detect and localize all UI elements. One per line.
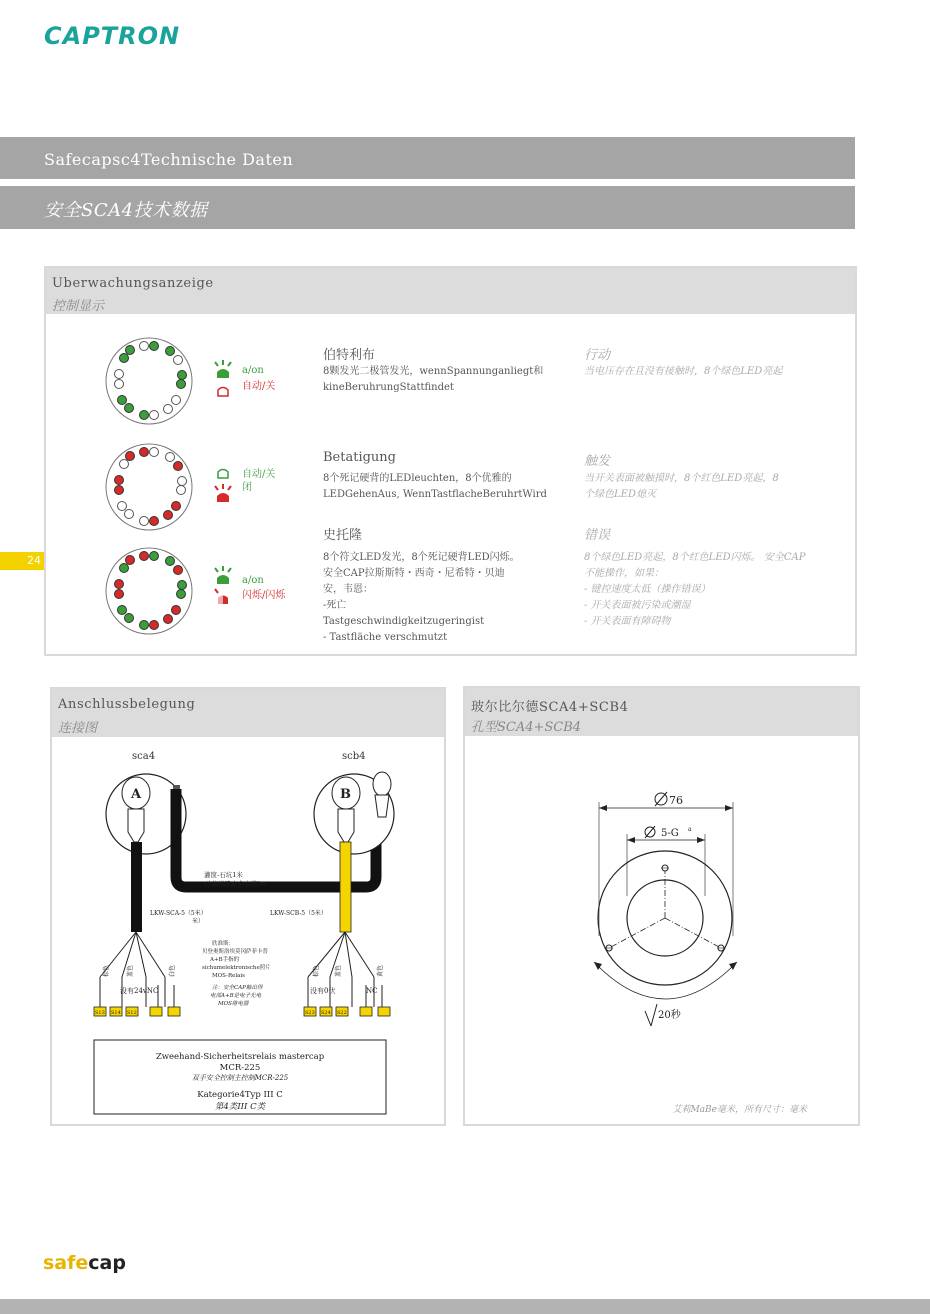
text-line: 个绿色LED熄灭 [584,489,656,500]
terminal-label: S13 [95,1010,105,1016]
wire-label: 棕色 [313,964,320,977]
letter-b: B [340,787,351,802]
wire-label: 黄色 [377,964,384,977]
dim-outer: 76 [669,794,683,807]
title-band-zh [0,186,855,229]
text-line: 8个死记硬背的LEDleuchten，8个优雅的 [323,473,512,484]
lamp-icon [212,466,234,506]
monitor-title-zh: 控制显示 [52,299,105,314]
row1-text-left [323,364,563,396]
wire-label: 棕色 [103,964,110,977]
row3-text-right [584,550,824,627]
wire-label: 蓝色 [127,964,134,977]
wiring-title-de: Anschlussbelegung [58,697,196,712]
text-line: 安，韦恩： [323,584,373,595]
lamp-icon [212,566,234,606]
row2-label-top2: 闭 [242,482,252,493]
relay-line: Zweehand-Sicherheitsrelais mastercap [155,1052,325,1062]
row1-text-right [584,364,824,380]
row1-heading-left: 伯特利布 [323,348,376,363]
row1-label-bottom: 自动/关 [242,381,276,392]
dim-inner-sup: a [688,826,692,833]
monitor-panel-header [46,268,855,314]
wiring-panel-header [52,689,444,737]
label-sca4: sca4 [132,751,156,762]
led-ring-1 [104,336,194,426]
wiring-panel [50,687,446,1126]
brand-safe: safe [43,1252,89,1274]
hole-title-zh: 孔型SCA4+SCB4 [471,720,582,735]
center-note: 欣准斯： [212,941,235,947]
row3-text-left [323,550,563,643]
text-line: 不能操作，如果： [584,568,664,579]
row1-label-top: a/on [242,365,264,376]
footer-bar [0,1299,930,1314]
dim-inner: 5-G [661,828,679,839]
lkw-sca-2: 米） [192,918,205,925]
led-ring-3 [104,546,194,636]
row3-label-bottom: 闪烁/闪烁 [242,590,286,601]
title-zh: 安全SCA4技术数据 [44,200,208,221]
row3-heading-right: 错误 [584,528,611,543]
safecap-logo [43,1252,126,1274]
text-line: - 开关表面被污染或潮湿 [584,600,691,611]
text-line: 8颗发光二极管发光，wennSpannunganliegt和 [323,366,544,377]
wiring-diagram [52,737,444,1122]
hole-panel [463,686,860,1126]
title-de: Safecapsc4Technische Daten [44,150,294,169]
text-line: 安全CAP拉斯斯特・西奇・尼希特・贝迪 [323,568,505,579]
center-note-2: 电部A+B是电子光电 [210,993,262,999]
lkw-scb: LKW-SCB-5（5米） [270,910,327,917]
text-line: -死亡 [323,600,347,611]
page-number: 24 [27,554,41,567]
terminal-label: S22 [337,1010,347,1016]
center-note: MOS-Relais [212,973,245,979]
label-scb4: scb4 [342,751,366,762]
wiring-title-zh: 连接图 [58,721,98,736]
terminal-label: S23 [305,1010,315,1016]
row2-text-right [584,471,824,503]
center-note: 贝登奥斯洛埃莫冈萨菲卡普 [202,949,269,955]
relay-line: MCR-225 [219,1063,261,1073]
text-line: - 开关表面有障碍物 [584,616,671,627]
cable-note-2: 功能线路安全电缆1m [204,880,267,888]
row2-heading-right: 触发 [584,454,611,469]
row2-text-left [323,471,563,503]
page-number-tab [0,552,44,570]
text-line: 当开关表面被触摸时，8个红色LED亮起，8 [584,473,779,484]
brand-cap: cap [88,1252,126,1274]
captron-logo: CAPTRON [44,22,181,50]
lkw-sca: LKW-SCA-5（5米） [150,910,207,917]
left-voltage: 没有24vNC [120,987,159,995]
text-line: - 键控速度太低（操作错误） [584,584,711,595]
row3-label-top: a/on [242,575,264,586]
text-line: kineBeruhrungStattfindet [323,382,454,393]
row3-heading-left: 史托隆 [323,528,363,543]
hole-title-de: 玻尔比尔德SCA4+SCB4 [471,700,629,715]
nc-label: NC [366,987,378,995]
row1-heading-right: 行动 [584,348,611,363]
text-line: 8个符文LED发光，8个死记硬背LED闪烁。 [323,552,520,563]
monitor-panel [44,266,857,656]
lamp-icon [212,360,234,398]
hole-drawing [465,736,858,1121]
text-line: LEDGehenAus, WennTastflacheBeruhrtWird [323,489,547,500]
title-band-de [0,137,855,179]
hole-panel-header [465,688,858,736]
text-line: 当电压存在且没有接触时，8个绿色LED亮起 [584,366,783,377]
relay-line: Kategorie4Typ III C [197,1090,283,1100]
monitor-title-de: Uberwachungsanzeige [52,276,214,291]
wire-label: 白色 [169,964,176,977]
center-note-2: 注：安全CAP触出得 [212,985,263,991]
center-note: sichumelektronische照片 [202,965,271,971]
terminal-label: S14 [111,1010,121,1016]
center-note: A+B手指的 [210,957,240,963]
row2-label-top: 自动/关 [242,469,276,480]
hole-note: 艾莉MaBe毫米，所有尺寸：毫米 [672,1105,807,1115]
right-voltage: 没有0伏 [310,987,336,995]
text-line: Tastgeschwindigkeitzugeringist [323,616,485,627]
led-ring-2 [104,442,194,532]
wire-label: 蓝色 [335,964,342,977]
center-note-2: MOS继电器 [218,1001,249,1007]
cable-note-1: 灌筐-石坑1米 [204,871,243,879]
text-line: - Tastfläche verschmutzt [323,632,448,643]
terminal-label: S24 [321,1010,331,1016]
terminal-label: S12 [127,1010,137,1016]
text-line: 8个绿色LED亮起，8个红色LED闪烁。 安全CAP [584,552,806,563]
relay-line: 第4类III C类 [214,1102,266,1112]
relay-line: 双手安全控制主控制MCR-225 [191,1074,289,1082]
angle-label: 20秒 [658,1010,681,1021]
letter-a: A [131,787,142,802]
row2-heading-left: Betatigung [323,450,396,465]
